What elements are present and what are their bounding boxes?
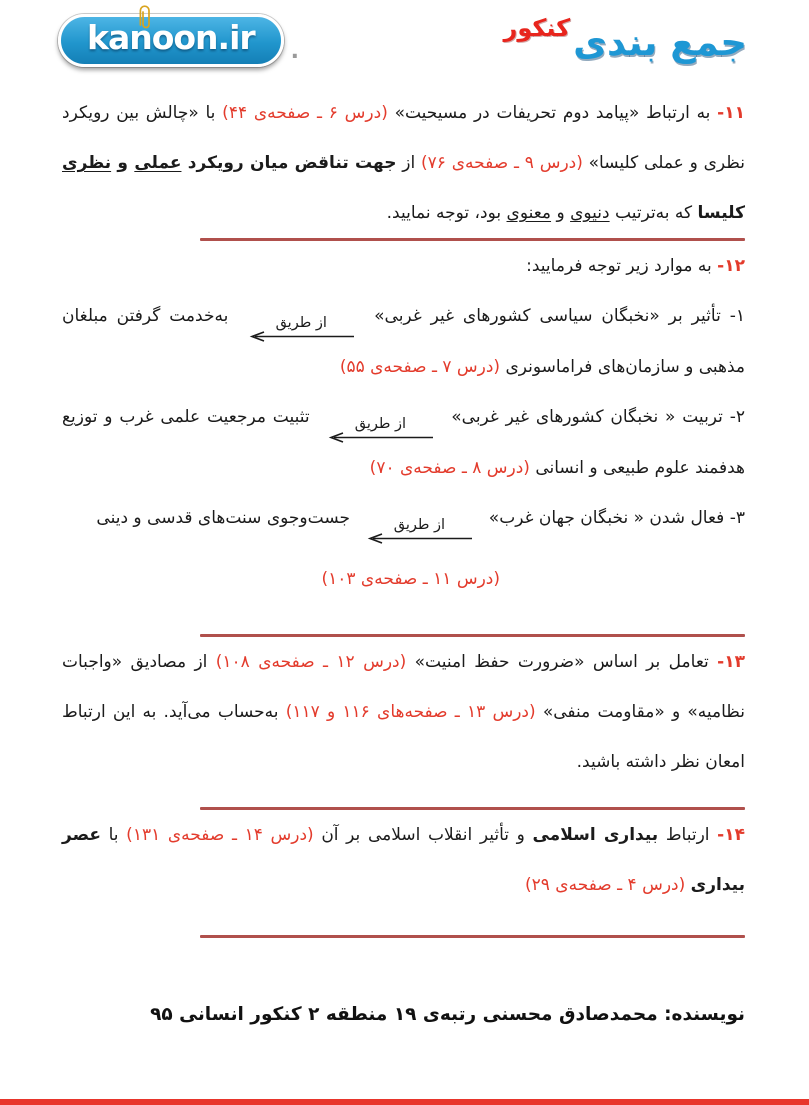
item-12-heading	[62, 241, 745, 291]
item-11-underline-text: دنیوی	[570, 203, 610, 223]
item-12-number: ۱۲-	[717, 256, 745, 276]
content-area	[0, 88, 809, 938]
bottom-red-bar	[0, 1099, 809, 1105]
item-13-text: تعامل بر اساس «ضرورت حفظ امنیت»	[406, 652, 718, 672]
item-14-text: با	[100, 825, 127, 845]
via-arrow	[324, 417, 436, 443]
item-14-paragraph	[62, 810, 745, 910]
header	[0, 0, 809, 88]
via-arrow-label: از طریق	[354, 416, 407, 432]
item-14-bold-text: عصر بیداری	[62, 825, 745, 895]
lesson-reference: (درس ۱۲ ـ صفحه‌ی ۱۰۸)	[215, 652, 407, 672]
logo-dot: .	[290, 39, 300, 64]
item-12-sub-item-3	[62, 493, 745, 544]
item-11-paragraph	[62, 88, 745, 238]
item-13-text: از مصادیق «واجبات نظامیه» و «مقاومت منفی»	[62, 652, 745, 722]
lesson-reference: (درس ۱۳ ـ صفحه‌های ۱۱۶ و ۱۱۷)	[285, 702, 536, 722]
item-14-number: ۱۴-	[717, 825, 745, 845]
kanoon-logo	[58, 14, 299, 67]
lesson-reference: (درس ۷ ـ صفحه‌ی ۵۵)	[339, 357, 501, 377]
via-arrow-label: از طریق	[275, 315, 327, 331]
via-arrow	[363, 518, 475, 544]
item-12-intro: به موارد زیر توجه فرمایید:	[526, 256, 718, 276]
via-arrow-label: از طریق	[393, 517, 446, 533]
left-arrow-icon	[247, 331, 355, 342]
paperclip-icon	[138, 5, 153, 35]
item-11-text: از	[396, 153, 422, 173]
sub-item-3-lead: ۳- فعال شدن « نخبگان جهان غرب»	[483, 508, 745, 528]
sub-item-1-tail: به‌خدمت گرفتن مبلغان مذهبی و سازمان‌های فراماسونری	[62, 306, 745, 377]
lesson-reference: (درس ۶ ـ صفحه‌ی ۴۴)	[222, 103, 388, 123]
brand-title	[503, 14, 748, 64]
sub-item-3-tail: جست‌وجوی سنت‌های قدسی و دینی	[96, 508, 356, 528]
sub-item-2-lead: ۲- تربیت « نخبگان کشورهای غیر غربی»	[444, 407, 745, 427]
item-11-text: که به‌ترتیب	[609, 203, 698, 223]
sub-item-3-reference-line: (درس ۱۱ ـ صفحه‌ی ۱۰۳)	[321, 569, 500, 589]
item-11-bold-text: جهت تناقض میان رویکرد	[181, 153, 397, 173]
item-11-underline-text: معنوی	[506, 203, 552, 223]
item-13-number: ۱۳-	[717, 652, 745, 672]
lesson-reference: (درس ۹ ـ صفحه‌ی ۷۶)	[421, 153, 583, 173]
item-14-bold-text: بیداری اسلامی	[532, 825, 659, 845]
lesson-reference: (درس ۱۴ ـ صفحه‌ی ۱۳۱)	[126, 825, 314, 845]
sub-item-2-tail: تثبیت مرجعیت علمی غرب و توزیع هدفمند علوم طبیعی و انسانی	[62, 407, 745, 478]
logo-text: kanoon.ir	[58, 14, 284, 67]
item-11-bold-text: کلیسا	[697, 203, 745, 223]
item-11-bold-text: و	[111, 153, 135, 173]
item-11-bold-underline-text: نظری	[62, 153, 112, 173]
item-11-bold-underline-text: عملی	[134, 153, 182, 173]
item-13-paragraph	[62, 637, 745, 787]
section-divider	[200, 935, 745, 938]
item-11-text: به ارتباط «پیامد دوم تحریفات در مسیحیت»	[387, 103, 718, 123]
item-14-text: ارتباط	[658, 825, 718, 845]
item-12-sub-item-1	[62, 291, 745, 392]
item-11-number: ۱۱-	[717, 103, 745, 123]
sub-item-1-lead: ۱- تأثیر بر «نخبگان سیاسی کشورهای غیر غربی»	[365, 306, 745, 326]
via-arrow	[245, 316, 357, 342]
lesson-reference: (درس ۸ ـ صفحه‌ی ۷۰)	[369, 458, 530, 478]
item-11-text: با «چالش بین رویکرد نظری و عملی کلیسا»	[62, 103, 745, 173]
brand-main-text: جمع بندی	[573, 21, 747, 64]
author-footer: نویسنده: محمدصادق محسنی رتبه‌ی ۱۹ منطقه ۲ کنکور انسانی ۹۵	[150, 1004, 745, 1025]
lesson-reference: (درس ۴ ـ صفحه‌ی ۲۹)	[525, 875, 691, 895]
item-11-text: و	[551, 203, 571, 223]
item-14-text: و تأثیر انقلاب اسلامی بر آن	[313, 825, 533, 845]
item-13-text: به‌حساب می‌آید. به این ارتباط امعان نظر داشته باشید.	[62, 702, 745, 772]
brand-accent-text: کنکور	[503, 14, 571, 42]
item-11-text: بود، توجه نمایید.	[386, 203, 507, 223]
item-12-sub-item-2	[62, 392, 745, 493]
left-arrow-icon	[326, 432, 434, 443]
left-arrow-icon	[365, 533, 473, 544]
